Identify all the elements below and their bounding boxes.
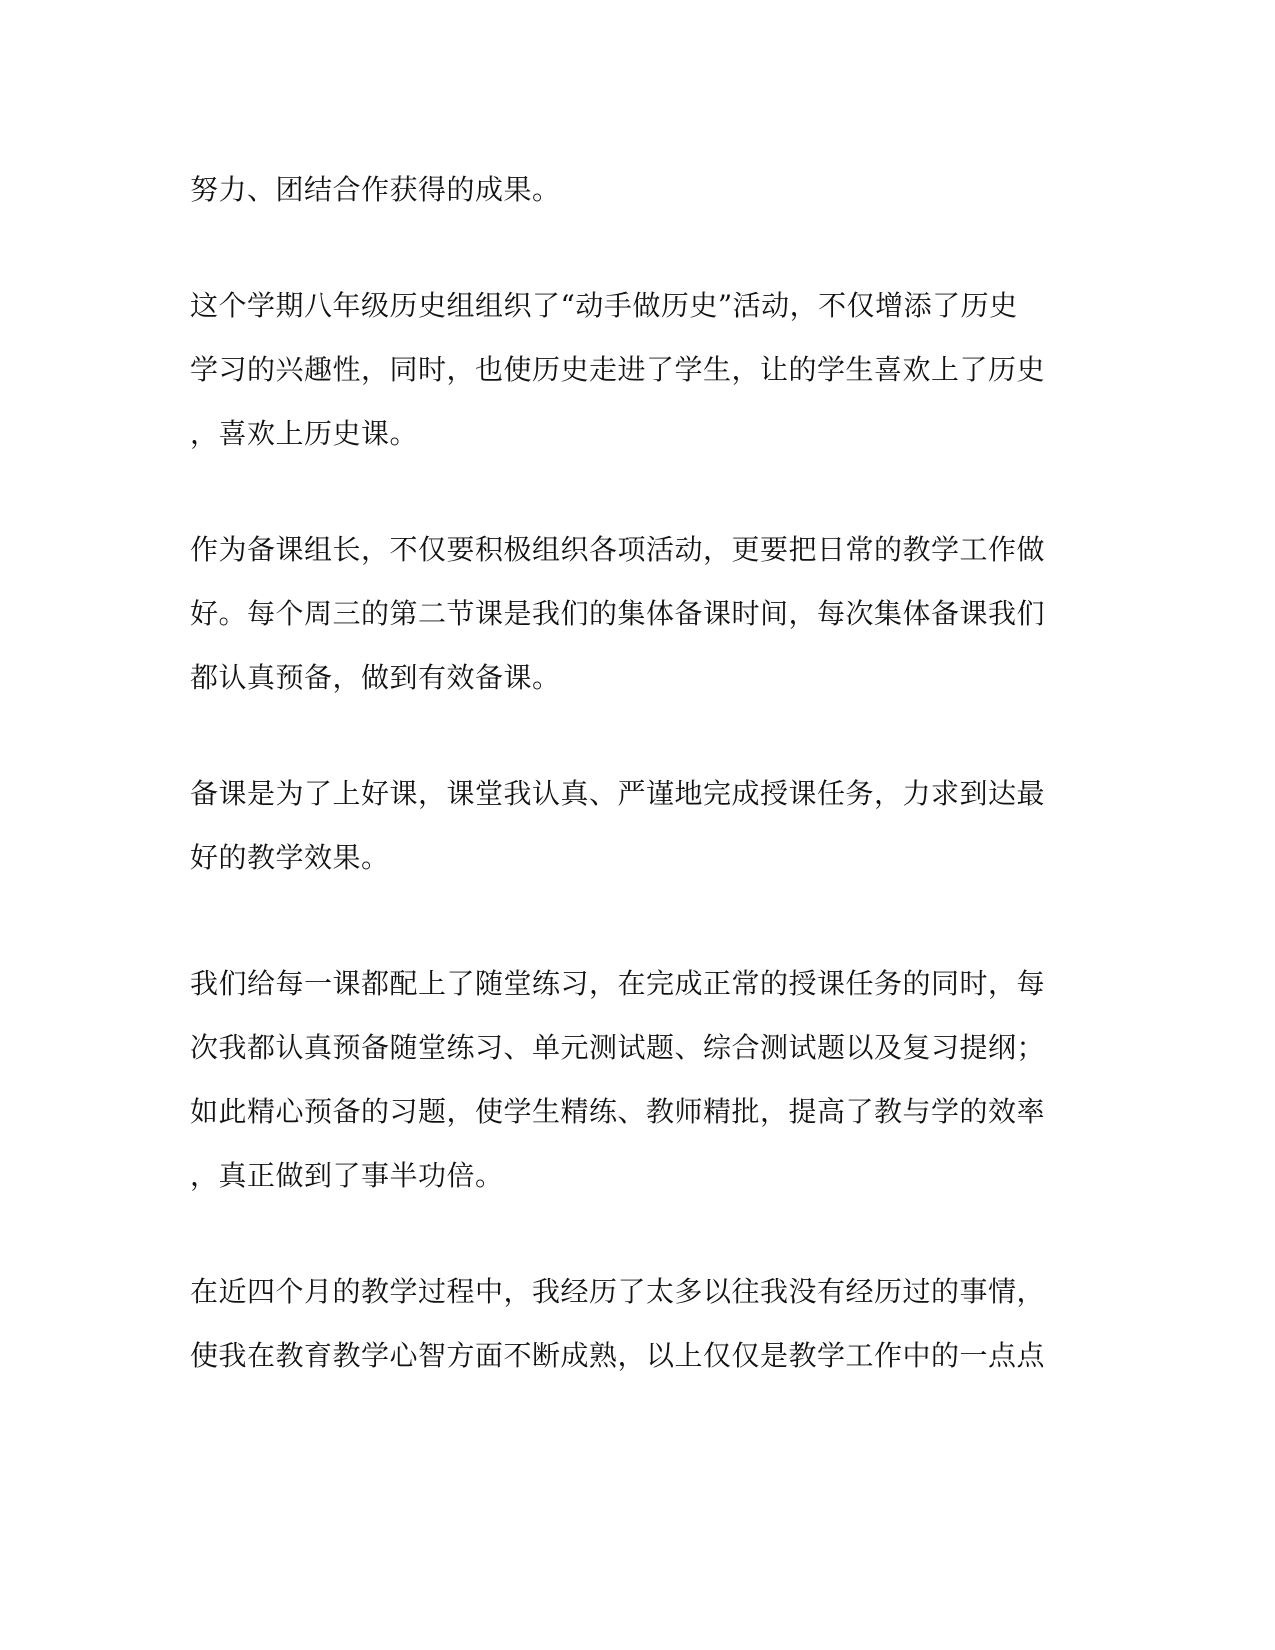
text-line: 使我在教育教学心智方面不断成熟，以上仅仅是教学工作中的一点点 bbox=[190, 1339, 1046, 1372]
text-line: 备课是为了上好课，课堂我认真、严谨地完成授课任务，力求到达最 bbox=[190, 777, 1046, 810]
text-line: 这个学期八年级历史组组织了“动手做历史”活动，不仅增添了历史 bbox=[190, 289, 1018, 322]
text-line: 次我都认真预备随堂练习、单元测试题、综合测试题以及复习提纲； bbox=[190, 1031, 1046, 1064]
text-line: 作为备课组长，不仅要积极组织各项活动，更要把日常的教学工作做 bbox=[190, 533, 1046, 566]
text-line: 努力、团结合作获得的成果。 bbox=[190, 173, 561, 206]
text-line: 在近四个月的教学过程中，我经历了太多以往我没有经历过的事情， bbox=[190, 1275, 1046, 1308]
text-line: 都认真预备，做到有效备课。 bbox=[190, 661, 561, 694]
text-line: 好。每个周三的第二节课是我们的集体备课时间，每次集体备课我们 bbox=[190, 597, 1046, 630]
text-line: 我们给每一课都配上了随堂练习，在完成正常的授课任务的同时，每 bbox=[190, 967, 1046, 1000]
text-line: ，喜欢上历史课。 bbox=[190, 417, 419, 450]
text-line: 学习的兴趣性，同时，也使历史走进了学生，让的学生喜欢上了历史 bbox=[190, 353, 1046, 386]
text-line: 好的教学效果。 bbox=[190, 841, 390, 874]
text-line: 如此精心预备的习题，使学生精练、教师精批，提高了教与学的效率 bbox=[190, 1095, 1046, 1128]
text-line: ，真正做到了事半功倍。 bbox=[190, 1159, 504, 1192]
